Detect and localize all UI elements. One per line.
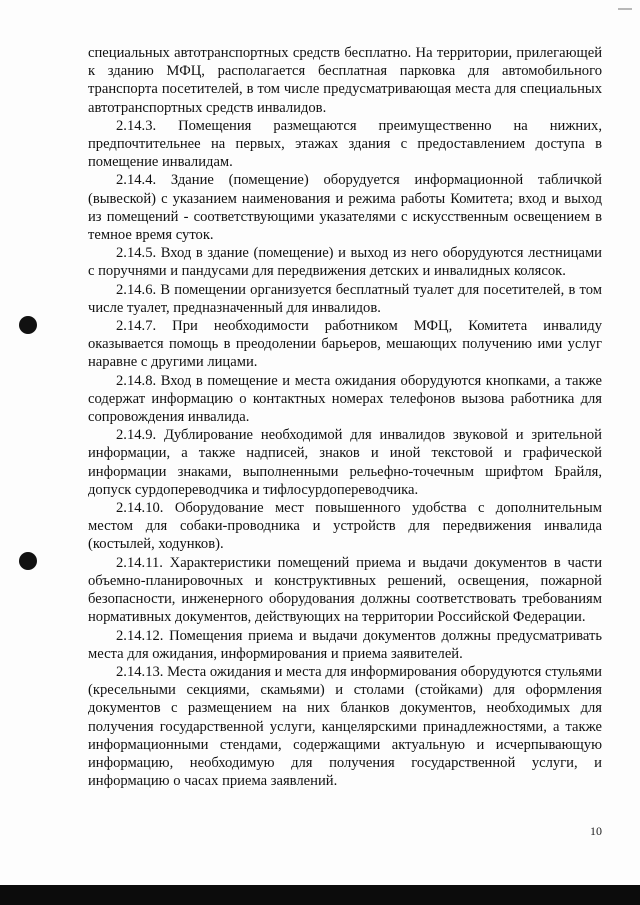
paragraph-2-14-12: 2.14.12. Помещения приема и выдачи документов должны предусматривать места для ожидания, информирования и приема заявителей. [88,627,602,662]
punch-hole-top [19,316,37,334]
paragraph-2-14-5: 2.14.5. Вход в здание (помещение) и выход из него оборудуются лестницами с поручнями и пандусами для передвижения детских и инвалидных колясок. [88,245,602,280]
page-number: 10 [590,824,602,838]
paragraph-2-14-3: 2.14.3. Помещения размещаются преимущественно на нижних, предпочтительнее на первых, этажах здания с предоставлением доступа в помещение инвалидам. [88,117,602,171]
paragraph-2-14-11: 2.14.11. Характеристики помещений приема и выдачи документов в части объемно-планировочных и конструктивных решений, освещения, пожарной безопасности, инженерного оборудования должны соответствовать требованиям нормативных документов, действующих на территории Российской Федерации. [88,554,602,626]
paragraph-2-14-13: 2.14.13. Места ожидания и места для информирования оборудуются стульями (кресельными секциями, скамьями) и столами (стойками) для оформления документов с размещением на них бланков документов, необходимых для получения государственной услуги, канцелярскими принадлежностями, а также информационными стендами, содержащими актуальную и исчерпывающую информацию, необходимую для получения государственной услуги, и информацию о часах приема заявлений. [88,663,602,790]
paragraph-2-14-4: 2.14.4. Здание (помещение) оборудуется информационной табличкой (вывеской) с указанием наименования и режима работы Комитета; вход и выход из помещений - соответствующими указателями с искусственным освещением в темное время суток. [88,172,602,244]
paragraph-2-14-9: 2.14.9. Дублирование необходимой для инвалидов звуковой и зрительной информации, а также надписей, знаков и иной текстовой и графической информации знаками, выполненными рельефно-точечным шрифтом Брайля, допуск сурдопереводчика и тифлосурдопереводчика. [88,427,602,498]
paragraph-2-14-7: 2.14.7. При необходимости работником МФЦ, Комитета инвалиду оказывается помощь в преодолении барьеров, мешающих получению ими услуг наравне с другими лицами. [88,318,602,371]
paragraph-continuation: специальных автотранспортных средств бесплатно. На территории, прилегающей к зданию МФЦ, располагается бесплатная парковка для автомобильного транспорта посетителей, в том числе предусматривающая места для специальных автотранспортных средств инвалидов. [88,45,602,116]
paragraph-2-14-8: 2.14.8. Вход в помещение и места ожидания оборудуются кнопками, а также содержат информацию о контактных номерах телефонов вызова работника для сопровождения инвалида. [88,372,602,426]
scan-speck [618,8,632,10]
body-text [88,44,602,790]
paragraph-2-14-6: 2.14.6. В помещении организуется бесплатный туалет для посетителей, в том числе туалет, предназначенный для инвалидов. [88,281,602,316]
scan-bottom-edge [0,885,640,905]
paragraph-2-14-10: 2.14.10. Оборудование мест повышенного удобства с дополнительным местом для собаки-проводника и устройств для передвижения инвалида (костылей, ходунков). [88,500,602,553]
punch-hole-bottom [19,552,37,570]
